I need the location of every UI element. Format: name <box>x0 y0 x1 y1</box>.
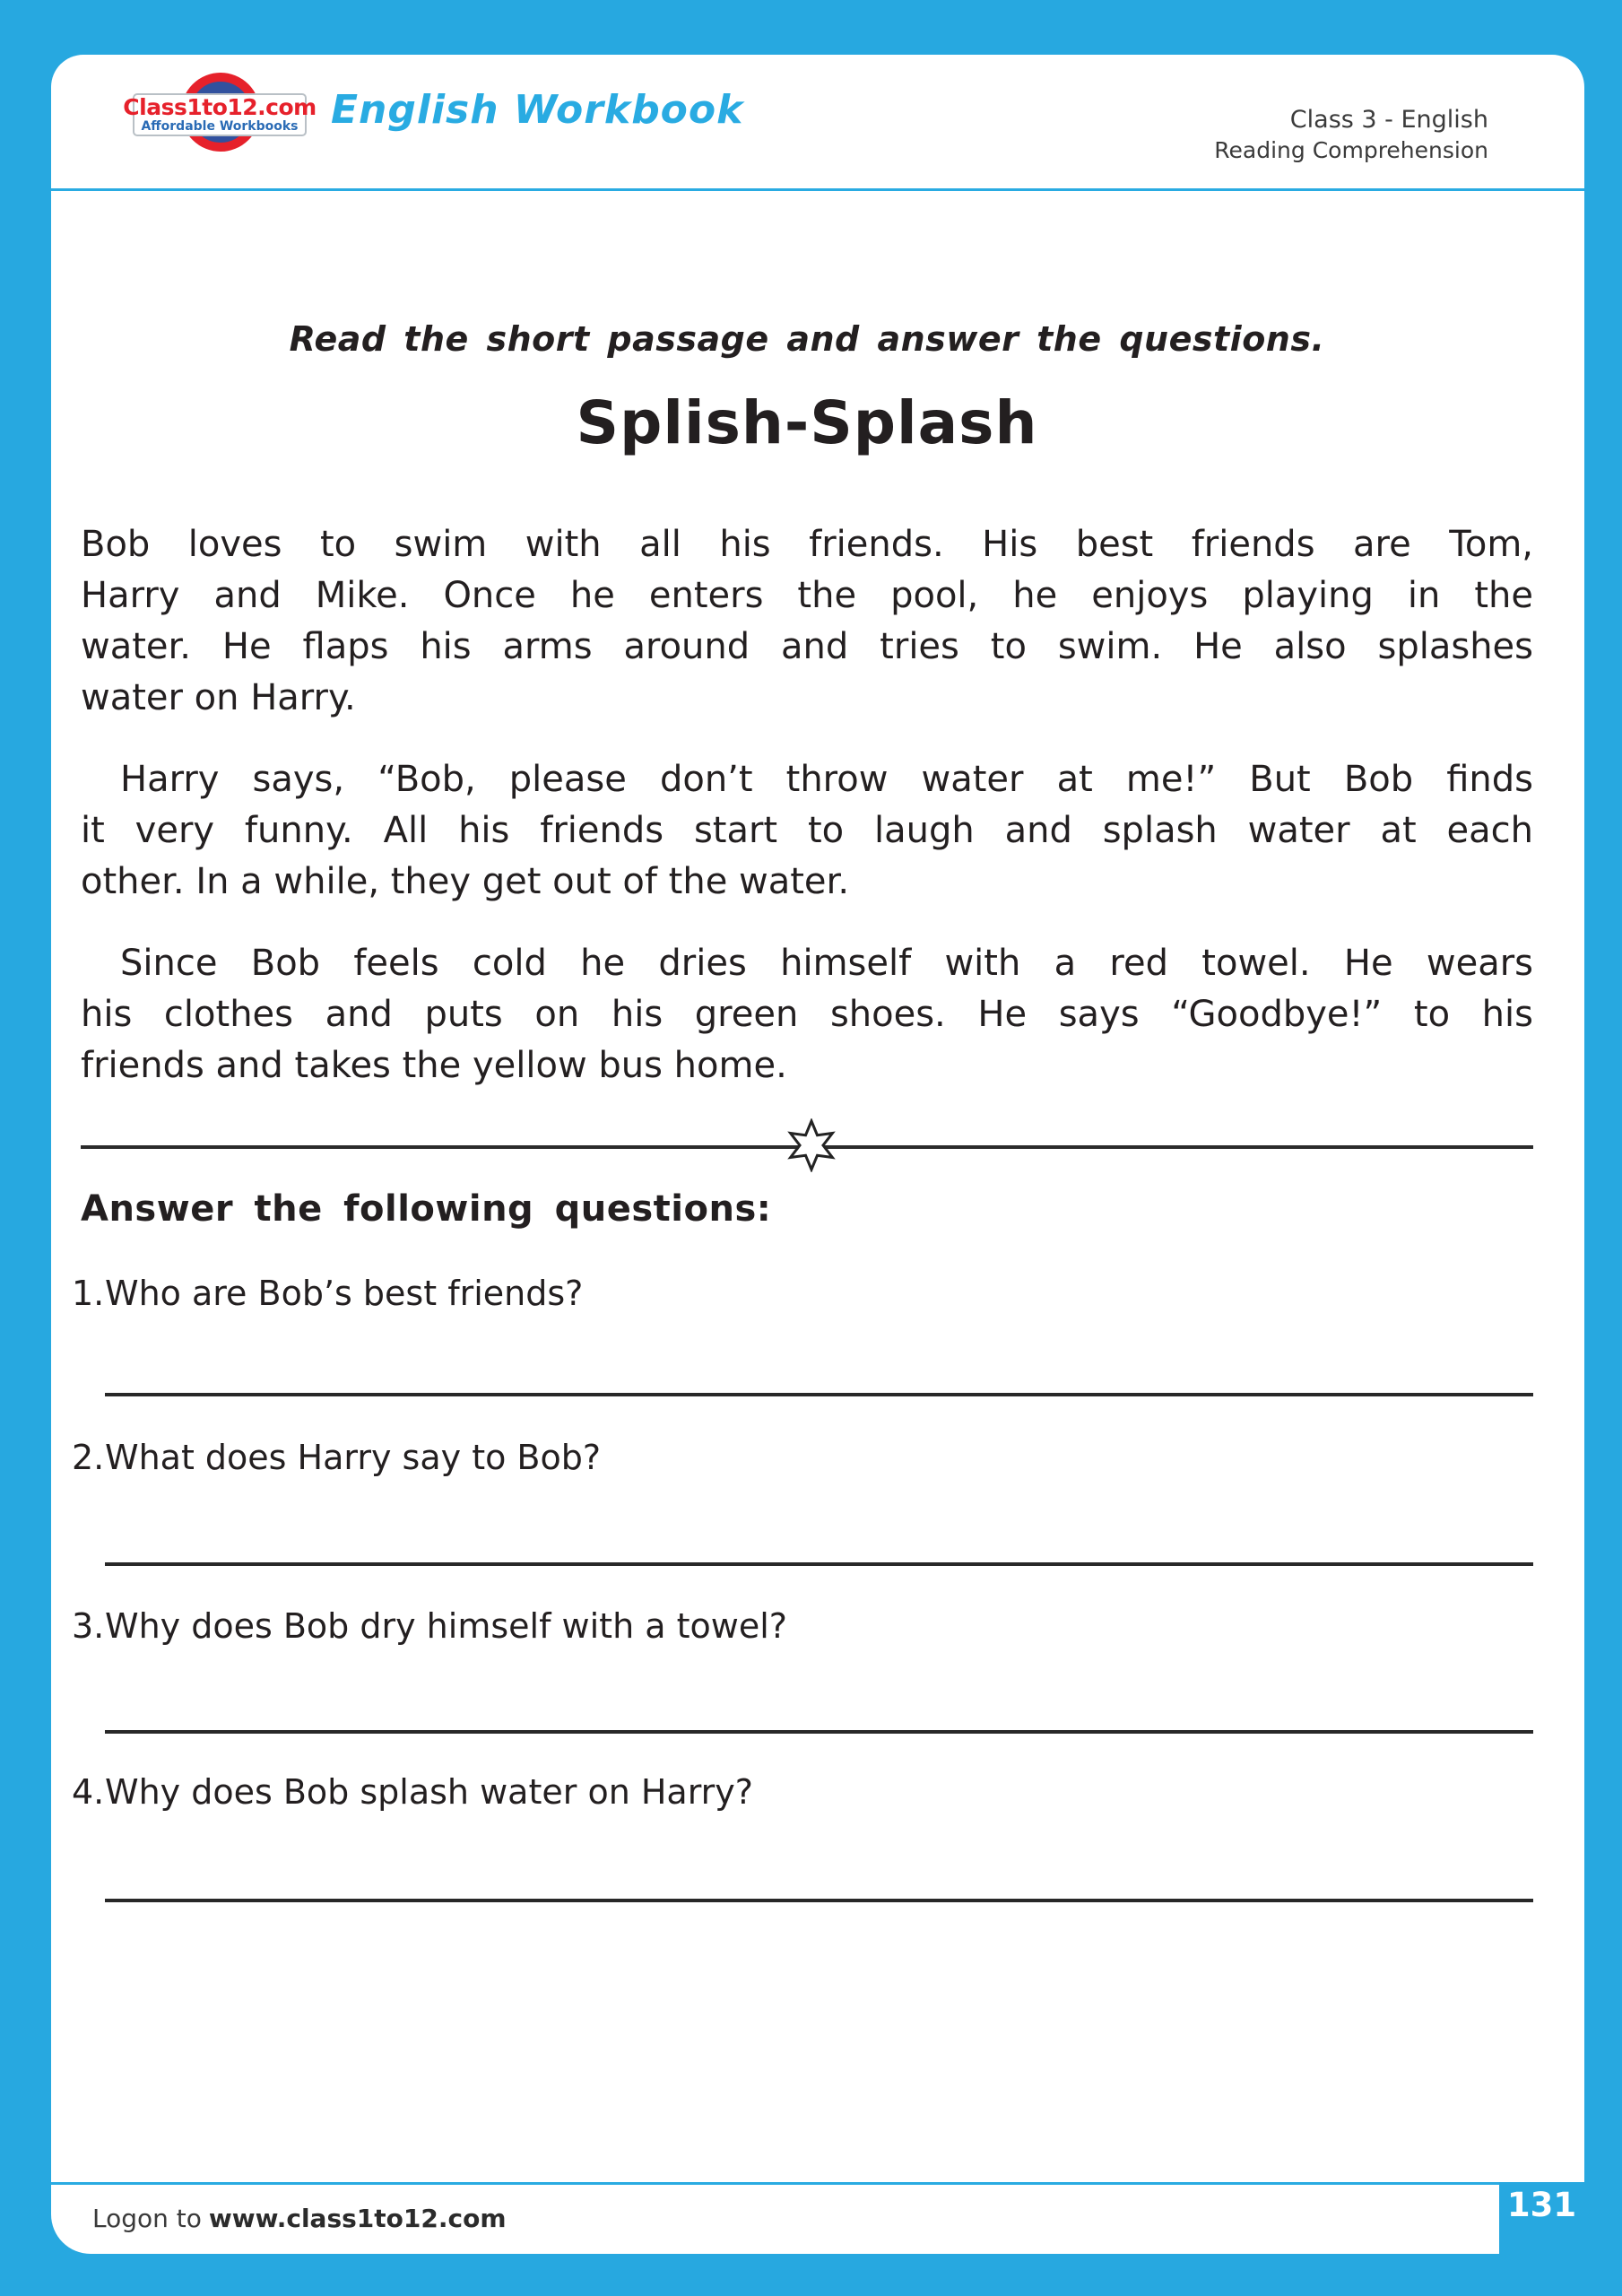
page-number-badge <box>1499 2182 1584 2254</box>
logo-site-text: Class1to12.com <box>123 94 317 120</box>
page-number: 131 <box>1506 2186 1577 2224</box>
passage-line: his clothes and puts on his green shoes. He says “Goodbye!” to his <box>81 994 1533 1035</box>
question-number: 4. <box>72 1772 105 1812</box>
answer-blank-line-3 <box>105 1730 1533 1734</box>
questions-heading: Answer the following questions: <box>81 1188 772 1230</box>
worksheet-page <box>51 55 1584 2254</box>
passage-paragraph-1 <box>81 519 1533 724</box>
logo-tagline: Affordable Workbooks <box>141 119 299 134</box>
footer-logon-text <box>92 2204 507 2233</box>
question-number: 3. <box>72 1606 105 1646</box>
answer-blank-line-4 <box>105 1899 1533 1902</box>
question-number: 1. <box>72 1274 105 1313</box>
passage-line: Bob loves to swim with all his friends. His best friends are Tom, <box>81 524 1533 565</box>
answer-blank-line-2 <box>105 1562 1533 1566</box>
passage-line: water. He flaps his arms around and tries to swim. He also splashes <box>81 626 1533 667</box>
question-number: 2. <box>72 1438 105 1477</box>
question-text: Who are Bob’s best friends? <box>105 1274 584 1313</box>
passage-line: water on Harry. <box>81 677 356 718</box>
star-icon <box>785 1118 838 1172</box>
header-course-info <box>1214 105 1488 166</box>
footer-divider <box>51 2182 1499 2185</box>
header-divider <box>51 188 1584 191</box>
question-1 <box>72 1274 1533 1313</box>
passage-title: Splish-Splash <box>576 388 1038 457</box>
question-3 <box>72 1606 1533 1646</box>
passage-line: Harry and Mike. Once he enters the pool, he enjoys playing in the <box>81 575 1533 616</box>
passage-paragraph-2 <box>81 754 1533 908</box>
class1to12-logo <box>123 93 317 136</box>
footer-logon-prefix: Logon to <box>92 2204 202 2233</box>
question-text: What does Harry say to Bob? <box>105 1438 602 1477</box>
question-text: Why does Bob splash water on Harry? <box>105 1772 753 1812</box>
answer-blank-line-1 <box>105 1393 1533 1396</box>
question-2 <box>72 1438 1533 1477</box>
passage-line: Harry says, “Bob, please don’t throw water at me!” But Bob finds <box>120 759 1533 800</box>
passage-line: Since Bob feels cold he dries himself with a red towel. He wears <box>120 943 1533 984</box>
passage-line: friends and takes the yellow bus home. <box>81 1045 787 1086</box>
passage-paragraph-3 <box>81 938 1533 1091</box>
passage-line: other. In a while, they get out of the water. <box>81 861 850 902</box>
passage-line: it very funny. All his friends start to laugh and splash water at each <box>81 810 1533 851</box>
question-4 <box>72 1772 1533 1812</box>
workbook-title: English Workbook <box>331 87 744 133</box>
passage-instruction: Read the short passage and answer the questions. <box>289 319 1325 359</box>
header-class-line: Class 3 - English <box>1289 106 1488 134</box>
question-text: Why does Bob dry himself with a towel? <box>105 1606 787 1646</box>
header-subject-line: Reading Comprehension <box>1214 137 1488 163</box>
footer-url: www.class1to12.com <box>208 2204 507 2233</box>
